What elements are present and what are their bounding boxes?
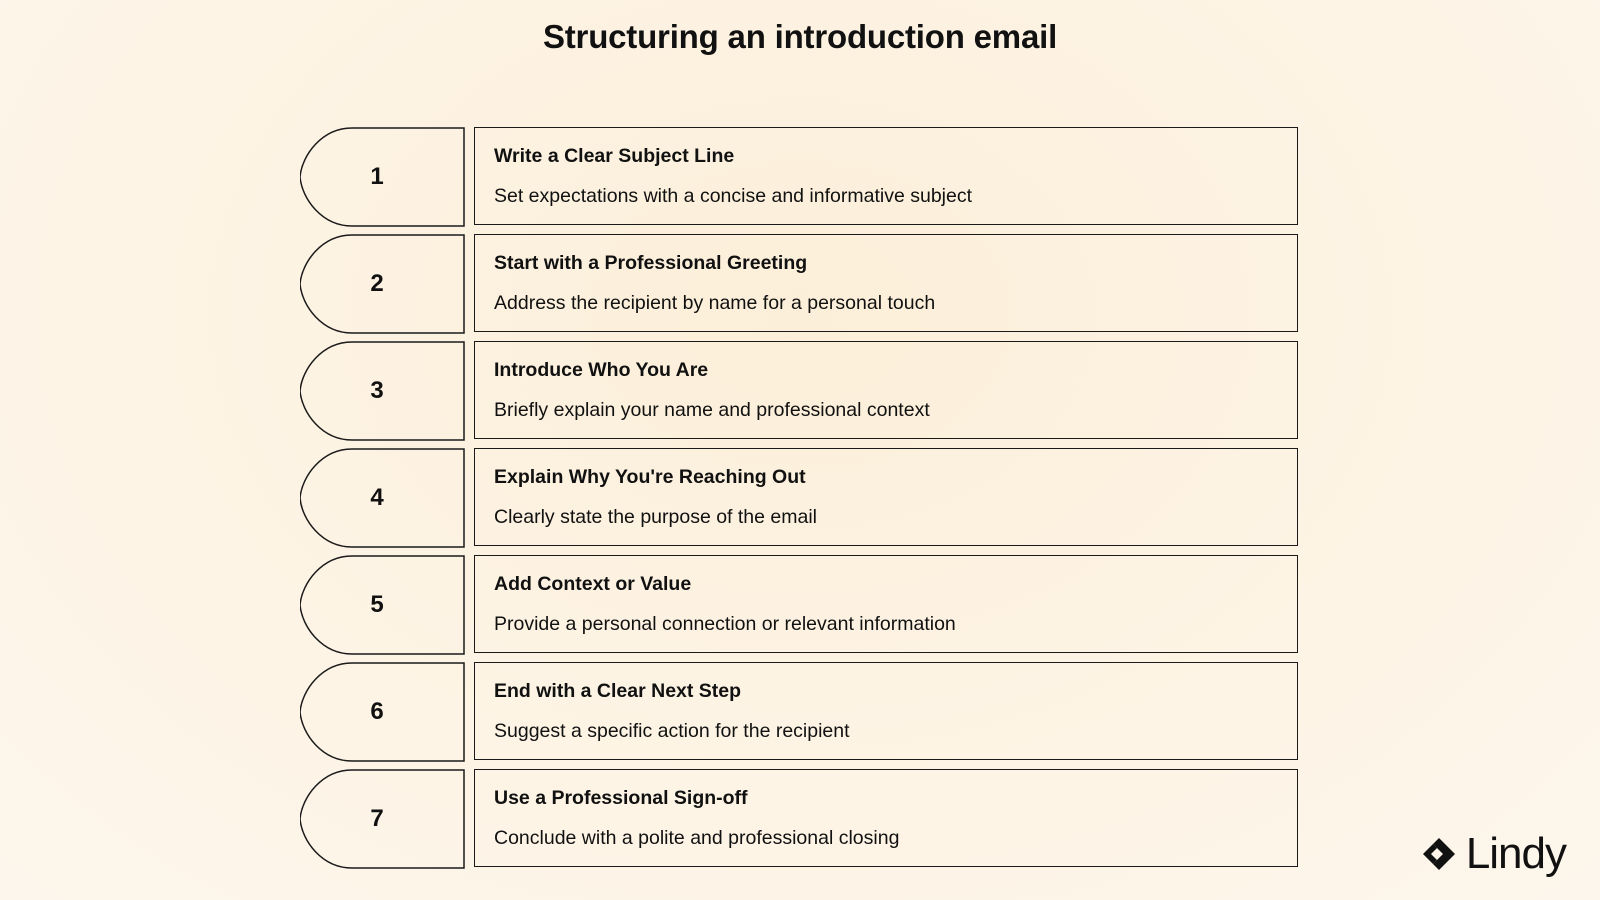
step-number-tab	[300, 341, 466, 441]
step-number: 3	[370, 377, 384, 404]
brand-name: Lindy	[1465, 829, 1566, 878]
step-card	[474, 341, 1298, 439]
step-title: Write a Clear Subject Line	[494, 145, 735, 167]
step-title: Start with a Professional Greeting	[494, 252, 808, 274]
step-item	[300, 127, 1300, 227]
step-number: 7	[370, 805, 384, 832]
step-number-tab	[300, 555, 466, 655]
step-number-tab	[300, 234, 466, 334]
step-card	[474, 448, 1298, 546]
step-item	[300, 662, 1300, 762]
step-number: 5	[370, 591, 384, 618]
step-card	[474, 234, 1298, 332]
step-number-tab	[300, 127, 466, 227]
step-card	[474, 662, 1298, 760]
step-title: End with a Clear Next Step	[494, 680, 742, 702]
step-description: Set expectations with a concise and informative subject	[494, 185, 973, 207]
step-title: Add Context or Value	[494, 573, 692, 595]
step-card	[474, 127, 1298, 225]
step-number-tab	[300, 662, 466, 762]
diamond-chevron-icon	[1420, 835, 1458, 873]
step-description: Provide a personal connection or relevant information	[494, 613, 956, 635]
page-title: Structuring an introduction email	[542, 18, 1058, 55]
step-number: 1	[370, 163, 384, 190]
brand-logo	[1420, 830, 1566, 878]
step-description: Conclude with a polite and professional closing	[494, 827, 900, 849]
step-number-tab	[300, 769, 466, 869]
steps-list	[300, 127, 1300, 876]
step-description: Briefly explain your name and professional context	[494, 399, 930, 421]
step-item	[300, 234, 1300, 334]
step-item	[300, 448, 1300, 548]
step-number-tab	[300, 448, 466, 548]
step-number: 2	[370, 270, 384, 297]
step-description: Address the recipient by name for a personal touch	[494, 292, 936, 314]
step-number: 6	[370, 698, 384, 725]
step-title: Explain Why You're Reaching Out	[494, 466, 806, 488]
step-item	[300, 555, 1300, 655]
step-number: 4	[370, 484, 384, 511]
step-item	[300, 769, 1300, 869]
step-title: Use a Professional Sign-off	[494, 787, 748, 809]
step-description: Clearly state the purpose of the email	[494, 506, 818, 528]
step-description: Suggest a specific action for the recipient	[494, 720, 850, 742]
step-title: Introduce Who You Are	[494, 359, 709, 381]
step-item	[300, 341, 1300, 441]
step-card	[474, 555, 1298, 653]
step-card	[474, 769, 1298, 867]
